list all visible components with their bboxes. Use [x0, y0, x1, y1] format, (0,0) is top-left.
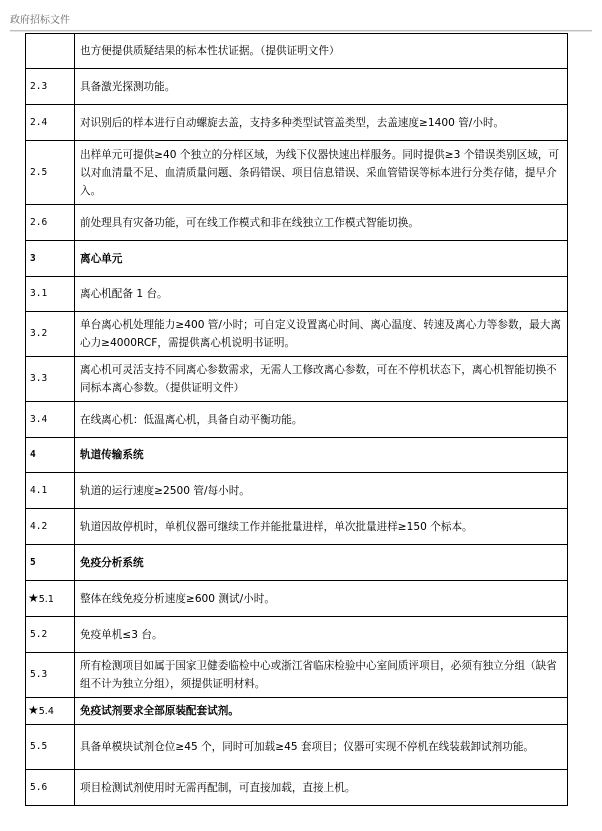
section-title: 轨道传输系统 [80, 449, 144, 461]
item-number: 5.2 [30, 628, 48, 640]
requirement-cell [75, 770, 568, 806]
requirement-text: 对识别后的样本进行自动螺旋去盖，支持多种类型试管盖类型，去盖速度≥1400 管/小时。 [80, 116, 505, 129]
requirement-text: 也方便提供质疑结果的标本性状证据。（提供证明文件） [80, 45, 340, 57]
item-number-cell [26, 473, 75, 509]
requirement-cell [75, 725, 568, 770]
item-number-cell [26, 241, 75, 277]
requirement-text: 离心机可灵活支持不同离心参数需求，无需人工修改离心参数，可在不停机状态下，离心机智能切换不同标本离心参数。（提供证明文件） [80, 364, 557, 394]
item-number: 5 [30, 556, 36, 568]
spec-table-body [26, 34, 568, 806]
requirement-text: 免疫试剂要求全部原装配套试剂。 [80, 705, 239, 717]
requirement-text: 离心机配备 1 台。 [80, 288, 168, 300]
star-icon: ★ [28, 703, 39, 717]
requirement-cell [75, 402, 568, 438]
item-number: 5.3 [30, 669, 48, 680]
item-number-cell [26, 653, 75, 698]
item-number: 4.2 [30, 520, 48, 532]
section-row [26, 241, 568, 277]
table-row [26, 581, 568, 617]
requirement-cell [75, 34, 568, 69]
requirement-cell [75, 617, 568, 653]
item-number-cell [26, 770, 75, 806]
table-row [26, 473, 568, 509]
item-number-cell [26, 698, 75, 725]
table-row [26, 509, 568, 545]
item-number-cell [26, 545, 75, 581]
item-number-cell [26, 438, 75, 473]
requirement-text: 项目检测试剂使用时无需再配制，可直接加载，直接上机。 [80, 781, 356, 794]
requirement-cell [75, 141, 568, 205]
requirement-cell [75, 698, 568, 725]
item-number-cell [26, 312, 75, 357]
requirement-text: 单台离心机处理能力≥400 管/小时；可自定义设置离心时间、离心温度、转速及离心力等参数，最大离心力≥4000RCF，需提供离心机说明书证明。 [80, 319, 561, 349]
requirement-text: 具备激光探测功能。 [80, 80, 176, 93]
header-divider-secondary [10, 31, 592, 32]
item-number: 2.3 [30, 80, 48, 92]
item-number-cell [26, 34, 75, 69]
table-row [26, 141, 568, 205]
item-number-cell [26, 141, 75, 205]
item-number: 3.3 [30, 373, 48, 384]
requirement-cell [75, 581, 568, 617]
item-number: 2.5 [30, 166, 48, 178]
item-number-cell [26, 581, 75, 617]
requirement-text: 轨道的运行速度≥2500 管/每小时。 [80, 484, 250, 497]
item-number: 3.1 [30, 288, 48, 299]
item-number: 5.6 [30, 781, 48, 793]
section-row [26, 438, 568, 473]
item-number-cell [26, 105, 75, 141]
section-title: 免疫分析系统 [80, 556, 144, 569]
requirement-cell [75, 205, 568, 241]
item-number-cell [26, 69, 75, 105]
table-row [26, 205, 568, 241]
item-number: 3.4 [30, 413, 48, 425]
item-number-cell [26, 617, 75, 653]
header-title: 政府招标文件 [10, 15, 70, 26]
item-number: 5.4 [38, 706, 54, 717]
requirement-text: 出样单元可提供≥40 个独立的分样区域，为线下仪器快速出样服务。同时提供≥3 个错误类别区域，可以对血清量不足、血清质量问题、条码错误、项目信息错误、采血管错误等标本进行分类存储，提早介入。 [80, 148, 560, 197]
item-number: 2.6 [30, 216, 48, 228]
item-number: 5.1 [38, 593, 54, 605]
section-title: 离心单元 [80, 252, 123, 265]
table-row [26, 617, 568, 653]
table-row [26, 725, 568, 770]
requirement-text: 前处理具有灾备功能，可在线工作模式和非在线独立工作模式智能切换。 [80, 216, 419, 229]
item-number-cell [26, 725, 75, 770]
item-number: 4.1 [30, 484, 48, 496]
page-header [10, 0, 592, 33]
table-row [26, 402, 568, 438]
requirement-cell [75, 69, 568, 105]
spec-table [25, 33, 568, 806]
table-row [26, 770, 568, 806]
requirement-text: 所有检测项目如属于国家卫健委临检中心或浙江省临床检验中心室间质评项目，必须有独立分组（缺省组不计为独立分组），须提供证明材料。 [80, 660, 557, 690]
item-number: 2.4 [30, 116, 48, 128]
item-number-cell [26, 509, 75, 545]
section-title-cell [75, 545, 568, 581]
section-row [26, 545, 568, 581]
table-row [26, 653, 568, 698]
table-row [26, 312, 568, 357]
table-row [26, 357, 568, 402]
item-number-cell [26, 402, 75, 438]
item-number: 4 [30, 449, 36, 460]
item-number-cell [26, 205, 75, 241]
requirement-text: 免疫单机≤3 台。 [80, 628, 163, 641]
table-row [26, 34, 568, 69]
item-number: 3.2 [30, 328, 48, 339]
requirement-cell [75, 473, 568, 509]
item-number-cell [26, 277, 75, 312]
star-icon: ★ [28, 590, 39, 605]
requirement-text: 具备单模块试剂仓位≥45 个，同时可加载≥45 套项目；仪器可实现不停机在线装载卸试剂功能。 [80, 741, 535, 753]
requirement-cell [75, 357, 568, 402]
requirement-cell [75, 509, 568, 545]
requirement-cell [75, 277, 568, 312]
requirement-cell [75, 105, 568, 141]
requirement-text: 在线离心机：低温离心机，具备自动平衡功能。 [80, 413, 303, 426]
requirement-cell [75, 312, 568, 357]
requirement-text: 轨道因故停机时，单机仪器可继续工作并能批量进样，单次批量进样≥150 个标本。 [80, 520, 473, 533]
section-title-cell [75, 241, 568, 277]
item-number: 5.5 [30, 741, 48, 752]
table-row [26, 69, 568, 105]
section-title-cell [75, 438, 568, 473]
item-number-cell [26, 357, 75, 402]
item-number: 3 [30, 252, 36, 264]
requirement-cell [75, 653, 568, 698]
table-row [26, 105, 568, 141]
table-row [26, 277, 568, 312]
table-row [26, 698, 568, 725]
requirement-text: 整体在线免疫分析速度≥600 测试/小时。 [80, 592, 275, 605]
